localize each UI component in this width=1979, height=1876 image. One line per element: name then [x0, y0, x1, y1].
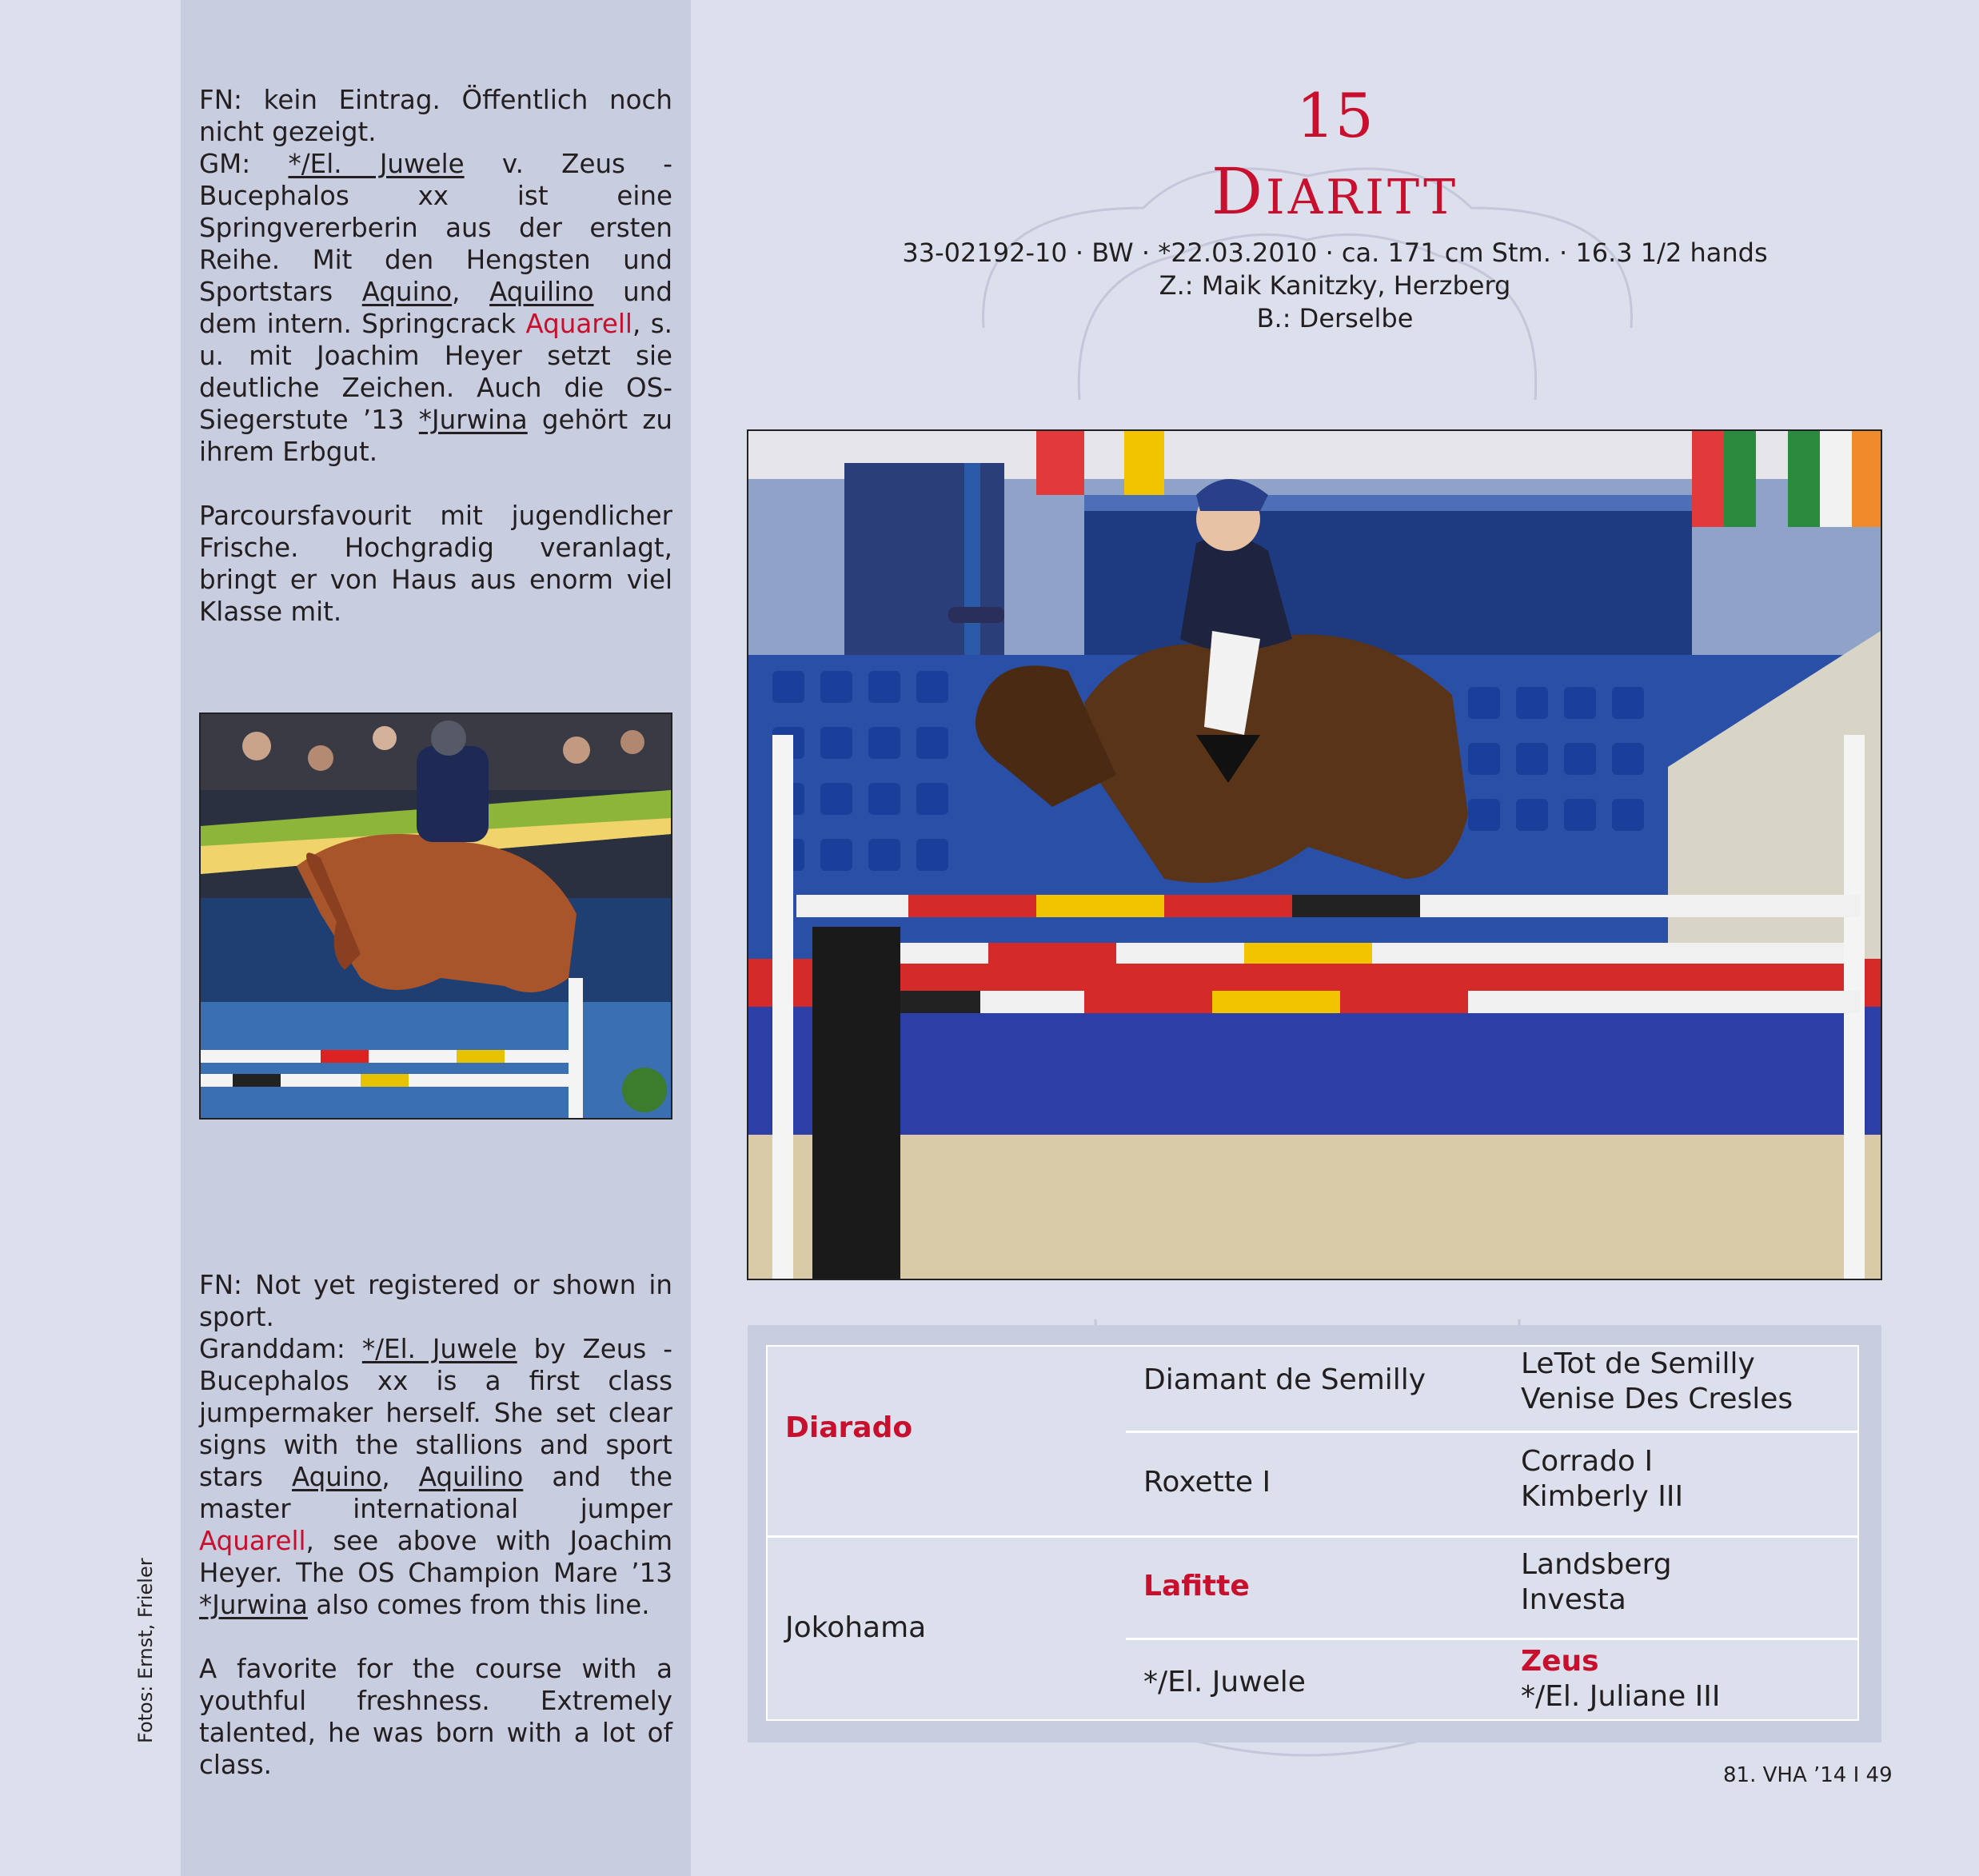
- dam-dam: */El. Juwele: [1143, 1666, 1306, 1698]
- lot-number: 15: [1296, 80, 1374, 151]
- granddam-label: Granddam:: [199, 1334, 345, 1364]
- ds-dam: Investa: [1521, 1583, 1626, 1616]
- aquilino-link-en: Aquilino: [418, 1462, 524, 1492]
- dd-sire: Zeus: [1521, 1645, 1599, 1678]
- secondary-jump-photo: [199, 712, 672, 1120]
- dd-dam: */El. Juliane III: [1521, 1680, 1721, 1713]
- juwele-link-en: */El. Juwele: [361, 1334, 517, 1364]
- fn-note-de: FN: kein Eintrag. Öffentlich noch nicht gezeigt.: [199, 85, 672, 147]
- aquino-link-en: Aquino: [291, 1462, 382, 1492]
- photo-credit: Fotos: Ernst, Frieler: [134, 1558, 157, 1743]
- sd-dam: Kimberly III: [1521, 1480, 1684, 1513]
- pedigree-table: [766, 1345, 1859, 1721]
- summary-en: A favorite for the course with a youthful freshness. Extremely talented, he was born with a lot of class.: [199, 1654, 672, 1780]
- ss-dam: Venise Des Cresles: [1521, 1383, 1793, 1415]
- fn-note-en: FN: Not yet registered or shown in sport.: [199, 1270, 672, 1332]
- juwele-link-de: */El. Juwele: [288, 149, 465, 179]
- german-description: FN: kein Eintrag. Öffentlich noch nicht gezeigt. GM: */El. Juwele v. Zeus - Bucephalos xx ist eine Springvererberin aus der ersten Reihe. Mit den Hengsten und Sportstars Aquino, Aquilino und dem intern. Springcrack Aquarell, s. u. mit Joachim Heyer setzt sie deutliche Zeichen. Auch die OS-Siegerstute ’13 *Jurwina gehört zu ihrem Erbgut. Parcoursfavourit mit jugendlicher Frische. Hochgradig veranlagt, bringt er von Haus aus enorm viel Klasse mit.: [199, 85, 673, 627]
- horse-name: DIARITT: [1211, 154, 1459, 229]
- jurwina-link-de: *Jurwina: [418, 405, 528, 435]
- aquino-link-de: Aquino: [361, 277, 453, 307]
- gm-label: GM:: [199, 149, 251, 179]
- sire: Diarado: [785, 1411, 913, 1444]
- breeder: Z.: Maik Kanitzky, Herzberg: [1159, 270, 1511, 301]
- ss-sire: LeTot de Semilly: [1521, 1347, 1755, 1380]
- horse-details: 33-02192-10 · BW · *22.03.2010 · ca. 171 cm Stm. · 16.3 1/2 hands: [902, 237, 1768, 268]
- summary-de: Parcoursfavourit mit jugendlicher Frische. Hochgradig veranlagt, bringt er von Haus aus enorm viel Klasse mit.: [199, 501, 672, 627]
- sd-sire: Corrado I: [1521, 1445, 1654, 1478]
- dam-sire: Lafitte: [1143, 1570, 1250, 1603]
- ds-sire: Landsberg: [1521, 1548, 1672, 1581]
- main-jump-photo: [747, 429, 1882, 1280]
- jurwina-link-en: *Jurwina: [199, 1590, 308, 1620]
- dam: Jokohama: [785, 1611, 927, 1644]
- aquarell-highlight-en: Aquarell: [199, 1526, 306, 1556]
- page-number: 81. VHA ’14 I 49: [1723, 1763, 1893, 1787]
- aquilino-link-de: Aquilino: [489, 277, 594, 307]
- sire-sire: Diamant de Semilly: [1143, 1363, 1426, 1396]
- english-description: FN: Not yet registered or shown in sport. Granddam: */El. Juwele by Zeus - Bucephalos xx is a first class jumpermaker herself. She set clear signs with the stallions and sport stars Aquino, Aquilino and the master international jumper Aquarell, see above with Joachim Heyer. The OS Champion Mare ’13 *Jurwina also comes from this line. A favorite for the course with a youthful freshness. Extremely talented, he was born with a lot of class.: [199, 1270, 672, 1780]
- aquarell-highlight-de: Aquarell: [525, 309, 632, 339]
- sire-dam: Roxette I: [1143, 1466, 1271, 1499]
- owner: B.: Derselbe: [1256, 303, 1414, 333]
